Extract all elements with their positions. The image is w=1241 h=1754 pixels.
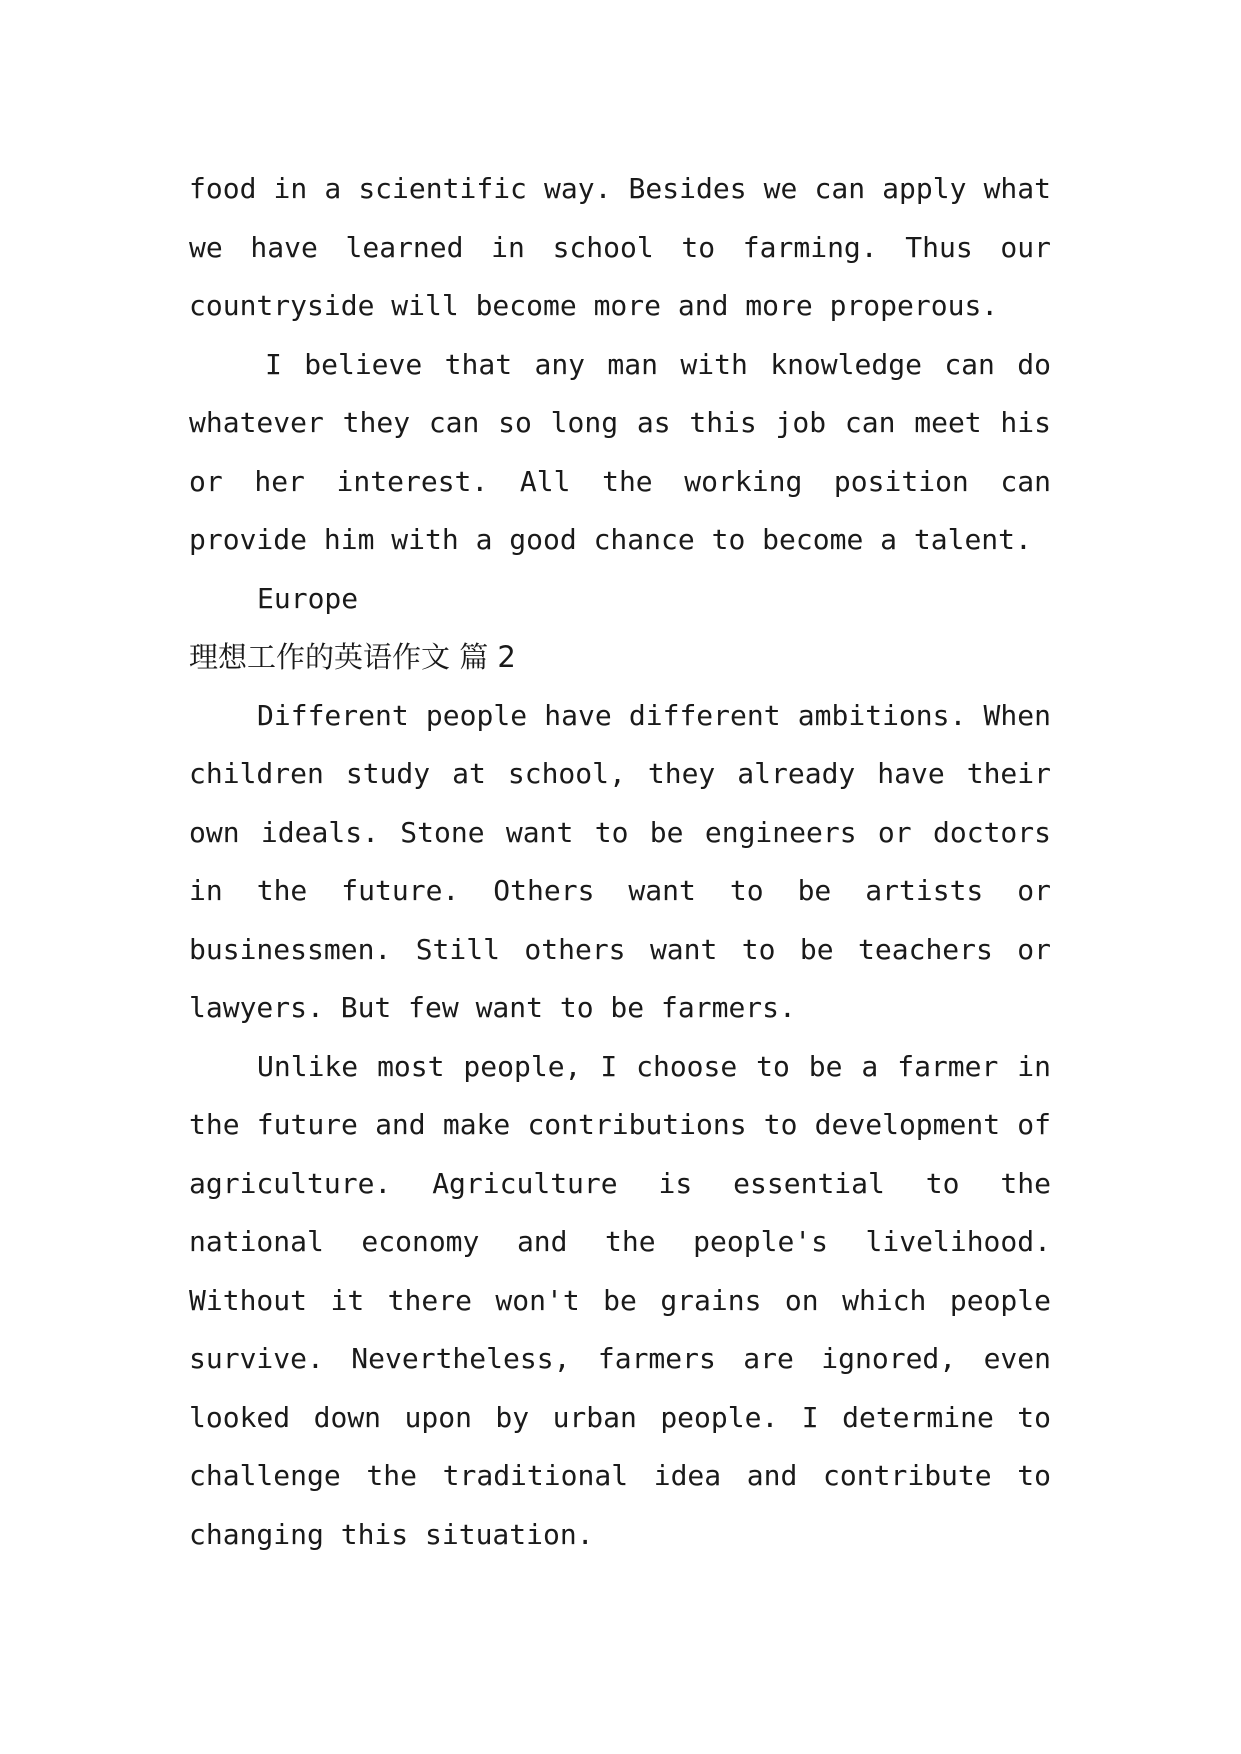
paragraph-line: Different people have different ambitions. When [257, 698, 1051, 732]
paragraph-line: countryside will become more and more properous. [189, 289, 999, 322]
paragraph-line: changing this situation. [189, 1517, 594, 1551]
paragraph-line: the future and make contributions to development of [189, 1108, 1051, 1141]
paragraph-line: national economy and the people's livelihood. [189, 1225, 1051, 1258]
paragraph-3 [189, 687, 1051, 1038]
paragraph-line: we have learned in school to farming. Thus our [189, 230, 1051, 264]
paragraph-line: children study at school, they already have their [189, 757, 1051, 790]
source-line: Europe [257, 581, 359, 615]
paragraph-line: own ideals. Stone want to be engineers or doctors [189, 815, 1051, 849]
paragraph-line: provide him with a good chance to become a talent. [189, 523, 1032, 556]
paragraph-4 [189, 1038, 1051, 1565]
paragraph-line: or her interest. All the working position can [189, 464, 1051, 498]
paragraph-line: Unlike most people, I choose to be a farmer in [257, 1049, 1051, 1083]
paragraph-line: in the future. Others want to be artists or [189, 874, 1051, 907]
paragraph-line: food in a scientific way. Besides we can apply what [189, 172, 1051, 205]
paragraph-line: Without it there won't be grains on which people [189, 1283, 1051, 1317]
paragraph-line: whatever they can so long as this job can meet his [189, 406, 1051, 439]
paragraph-1 [189, 160, 1051, 336]
paragraph-2 [189, 336, 1051, 570]
paragraph-line: businessmen. Still others want to be teachers or [189, 932, 1051, 966]
paragraph-line: looked down upon by urban people. I determine to [189, 1400, 1051, 1434]
paragraph-line: I believe that any man with knowledge can do [265, 347, 1051, 381]
paragraph-line: survive. Nevertheless, farmers are ignored, even [189, 1342, 1051, 1375]
paragraph-line: lawyers. But few want to be farmers. [189, 991, 796, 1024]
paragraph-line: agriculture. Agriculture is essential to the [189, 1166, 1051, 1200]
paragraph-line: challenge the traditional idea and contribute to [189, 1459, 1051, 1492]
document-body [189, 160, 1051, 1564]
section-heading: 理想工作的英语作文 篇 2 [189, 640, 516, 674]
